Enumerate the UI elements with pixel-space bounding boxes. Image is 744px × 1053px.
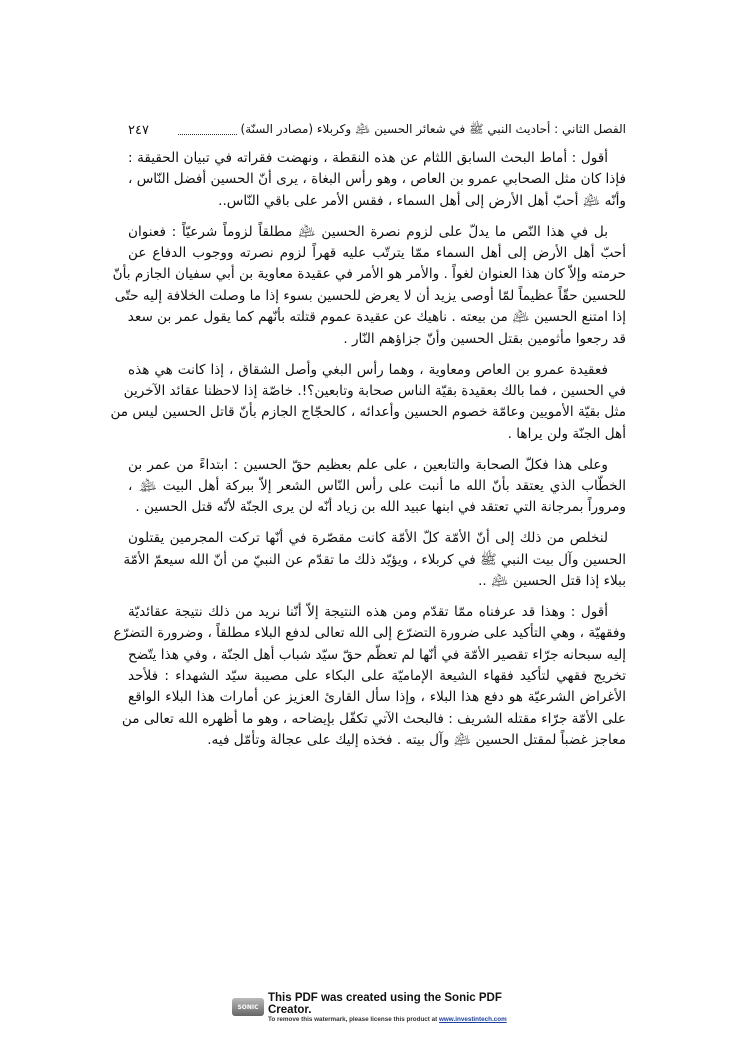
text-line: أحبّ أهل الأرض إلى أهل السماء ممّا يترتّب عليه قهراً لزوم نصرته ووجوب الدفاع عن [128, 245, 626, 262]
paragraph [112, 222, 626, 350]
paragraph [128, 455, 626, 519]
watermark-link[interactable]: www.investintech.com [439, 1015, 507, 1023]
text-line: إليه سبحانه جرّاء تقصير الأمّة في أنّها لم تعظّم حقّ سيّد شباب أهل الجنّة ، وفي هذا يتّضح [128, 646, 626, 663]
text-line: الحسين وآل بيت النبي ﷺ في كربلاء ، ويؤيّد ذلك ما تقدّم عن النبيّ من أنّ الله سيعمّ الأمّة [123, 551, 626, 568]
body-text [110, 148, 626, 761]
paragraph [113, 602, 626, 752]
text-line: وأنّه ﵇ أحبّ أهل الأرض إلى أهل السماء ، فقس الأمر على باقي النّاس.. [218, 192, 626, 209]
text-line: بل في هذا النّص ما يدلّ على لزوم نصرة الحسين ﵇ مطلقاً لزوماً شرعيّاً : فعنوان [128, 223, 608, 240]
text-line: للحسين حقّاً عظيماً لمّا أوصى يزيد أن لا يعرض للحسين بسوء إذا ما وصلت الخلافة إليه حتّى [114, 287, 626, 304]
text-line: حرمته وإلاّ كان هذا العنوان لغواً . والأمر هو الأمر في عقيدة معاوية بن أبي سفيان الجازم بأنّ [112, 266, 626, 283]
header-leader-dots [178, 126, 237, 135]
watermark-line2-text: To remove this watermark, please license this product at [268, 1015, 438, 1023]
header-title: الفصل الثاني : أحاديث النبي ﷺ في شعائر الحسين ﵇ وكربلاء (مصادر السنّة) [240, 121, 626, 136]
text-line: وفقهيّة ، وهي التأكيد على ضرورة التضرّع إلى الله تعالى لدفع البلاء مطلقاً ، وضرورة التضرّع [113, 625, 626, 642]
paragraph [123, 528, 626, 592]
paragraph [128, 148, 626, 212]
text-line: أقول : وهذا قد عرفناه ممّا تقدّم ومن هذه النتيجة إلاّ أنّنا نريد من ذلك نتيجة عقائديّة [128, 603, 608, 620]
text-line: قد رجعوا مأثومين بقتل الحسين وأنّ جزاؤهم النّار . [343, 330, 626, 347]
text-line: الأغراض الشرعيّة هو دفع هذا البلاء ، وإذا سأل القارئ العزيز عن أمارات هذا البلاء الواقع [128, 689, 626, 706]
text-line: أهل الجنّة ولن يراها . [507, 425, 626, 442]
watermark [232, 991, 532, 1023]
text-line: تخريج فقهي لتأكيد فقهاء الشيعة الإماميّة على البكاء على مصيبة سيّد الشهداء : فلأحد [128, 668, 626, 685]
paragraph [110, 360, 626, 446]
text-line: على الأمّة جرّاء مقتله الشريف : فالبحث الآتي تكفّل بإيضاحه ، وهو ما أظهره الله تعالى من [121, 710, 626, 727]
watermark-line1: This PDF was created using the Sonic PDF Creator. [268, 991, 502, 1016]
watermark-line2 [268, 1016, 532, 1023]
running-header [128, 120, 626, 140]
text-line: في الحسين ، فما بالك بعقيدة بقيّة الناس صحابة وتابعين؟!. خاصّة إذا لاحظنا عقائد الآخرين [123, 382, 626, 399]
text-line: إذا امتنع الحسين ﵇ من بيعته . ناهيك عن عقيدة عموم قتلته بأنّهم كما يقول عمر بن سعد [127, 309, 626, 326]
text-line: مثل بقيّة الأمويين وعامّة خصوم الحسين وأعدائه ، كالحجّاج الجازم بأنّ قاتل الحسين ليس من [110, 404, 626, 421]
text-line: أقول : أماط البحث السابق اللثام عن هذه النقطة ، ونهضت فقراته في تبيان الحقيقة : [128, 150, 608, 166]
sonic-pdf-logo: SONIC [232, 998, 264, 1016]
text-line: ببلاء إذا قتل الحسين ﵇ .. [478, 573, 626, 590]
text-line: فعقيدة عمرو بن العاص ومعاوية ، وهما رأس البغي وأصل الشقاق ، إذا كانت هي هذه [128, 361, 608, 378]
text-line: لنخلص من ذلك إلى أنّ الأمّة كلّ الأمّة كانت مقصّرة في أنّها تركت المجرمين يقتلون [128, 530, 608, 547]
text-line: فإذا كان مثل الصحابي عمرو بن العاص ، وهو رأس البغاة ، يرى أنّ الحسين أفضل النّاس ، [128, 171, 626, 188]
text-line: معاجز غضباً لمقتل الحسين ﵇ وآل بيته . فخذه إليك على عجالة وتأمّل فيه. [207, 732, 626, 749]
page-number: ٢٤٧ [128, 122, 149, 138]
text-line: الخطّاب الذي يعتقد بأنّ الله ما أنبت على رأس النّاس الشعر إلاّ ببركة أهل البيت ﵈ ، [128, 477, 626, 494]
text-line: وعلى هذا فكلّ الصحابة والتابعين ، على علم بعظيم حقّ الحسين : ابتداءً من عمر بن [128, 456, 608, 473]
text-line: ومروراً بمرجانة التي تعتقد في ابنها عبيد الله بن زياد أنّه لن يرى الجنّة لأنّه قتل الحسين . [135, 499, 626, 516]
